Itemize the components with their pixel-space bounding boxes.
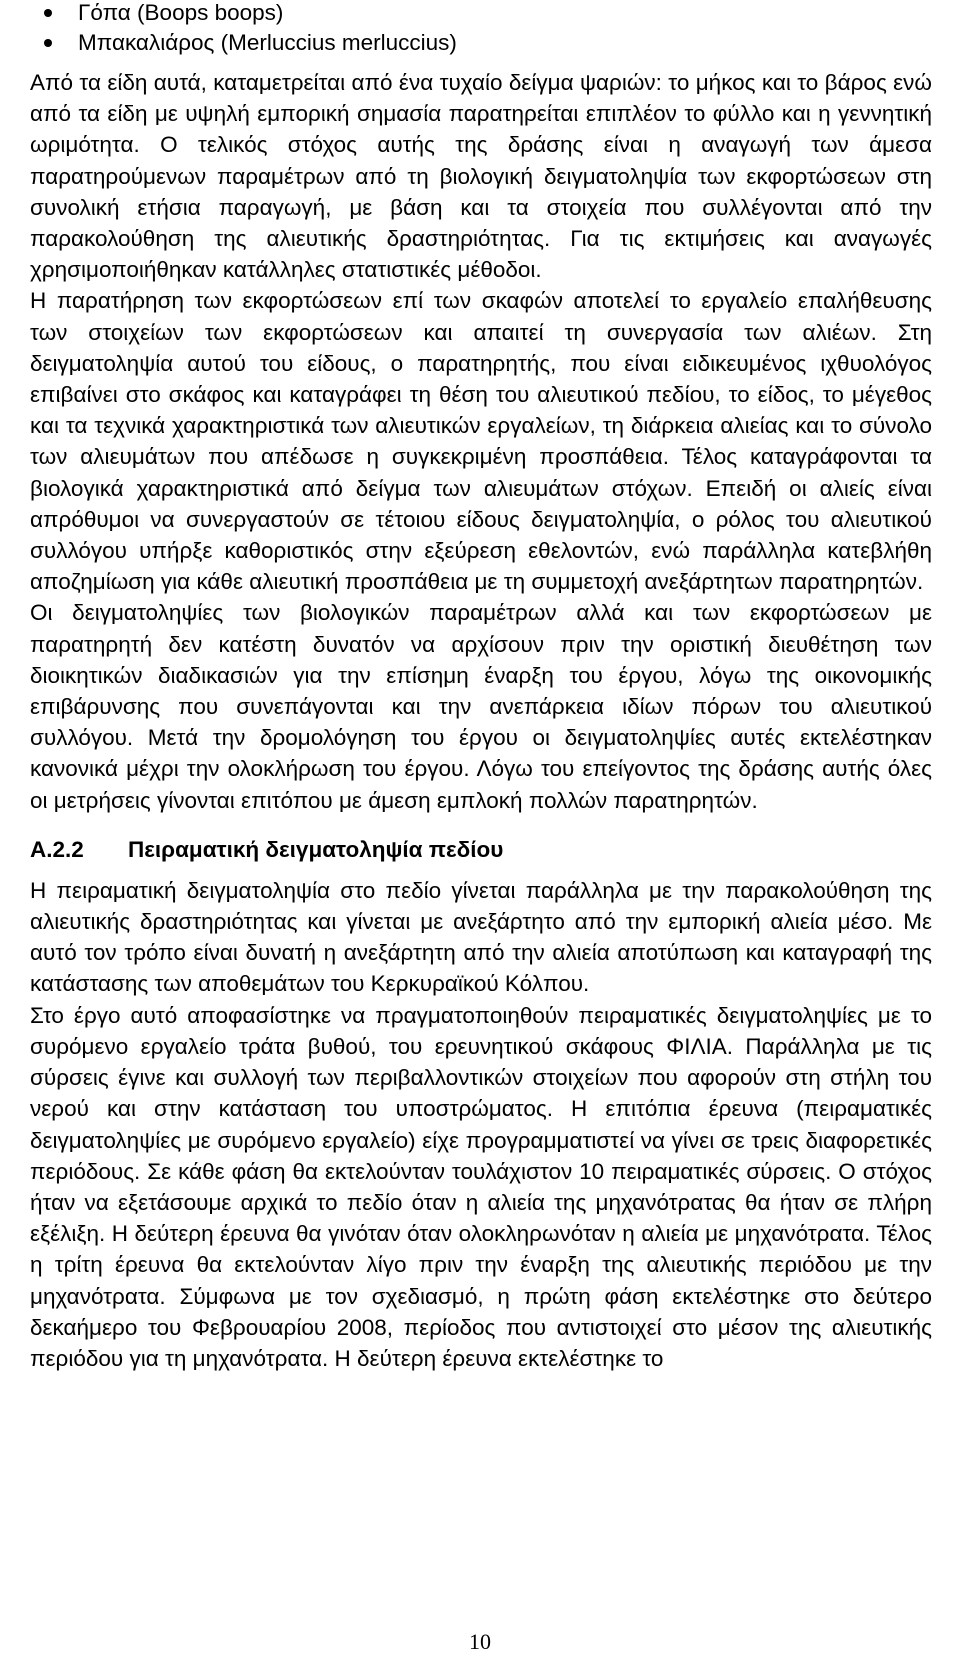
- section-number: Α.2.2: [30, 836, 84, 862]
- section-heading: [30, 834, 932, 865]
- document-page: [30, 0, 932, 1374]
- bullet-text: Γόπα (Boops boops): [78, 0, 284, 25]
- bullet-dot-icon: [44, 9, 52, 17]
- page-number: 10: [469, 1629, 491, 1654]
- bullet-item: [30, 0, 932, 28]
- species-bullet-list: [30, 0, 932, 58]
- bullet-item: [30, 28, 932, 58]
- paragraph: Στο έργο αυτό αποφασίστηκε να πραγματοποιηθούν πειραματικές δειγματοληψίες με το συρόμενο εργαλείο τράτα βυθού, του ερευνητικού σκάφους ΦΙΛΙΑ. Παράλληλα με τις σύρσεις έγινε και συλλογή των περιβαλλοντικών στοιχείων που αφορούν στη στήλη του νερού και στην κατάσταση του υποστρώματος. Η επιτόπια έρευνα (πειραματικές δειγματοληψίες με συρόμενο εργαλείο) είχε προγραμματιστεί να γίνει σε τρεις διαφορετικές περιόδους. Σε κάθε φάση θα εκτελούνταν τουλάχιστον 10 πειραματικές σύρσεις. Ο στόχος ήταν να εξετάσουμε αρχικά το πεδίο όταν η αλιεία της μηχανότρατας θα ήταν σε πλήρη εξέλιξη. Η δεύτερη έρευνα θα γινόταν όταν ολοκληρωνόταν η αλιεία με μηχανότρατα. Τέλος η τρίτη έρευνα θα εκτελούνταν λίγο πριν την έναρξη της αλιευτικής περιόδου με την μηχανότρατα. Σύμφωνα με τον σχεδιασμό, η πρώτη φάση εκτελέστηκε στο δεύτερο δεκαήμερο του Φεβρουαρίου 2008, περίοδος που αντιστοιχεί στο μέσον της αλιευτικής περιόδου για τη μηχανότρατα. Η δεύτερη έρευνα εκτελέστηκε το: [30, 1002, 932, 1371]
- paragraph: Η παρατήρηση των εκφορτώσεων επί των σκαφών αποτελεί το εργαλείο επαλήθευσης των στοιχείων των εκφορτώσεων και απαιτεί τη συνεργασία των αλιέων. Στη δειγματοληψία αυτού του είδους, ο παρατηρητής, που είναι ειδικευμένος ιχθυολόγος επιβαίνει στο σκάφος και καταγράφει τη θέση του αλιευτικού πεδίου, το είδος, το μέγεθος και τα τεχνικά χαρακτηριστικά των αλιευτικών εργαλείων, τη διάρκεια αλιείας και το σύνολο των αλιευμάτων που απέδωσε η συγκεκριμένη προσπάθεια. Τέλος καταγράφονται τα βιολογικά χαρακτηριστικά από δείγμα των αλιευμάτων στόχων. Επειδή οι αλιείς είναι απρόθυμοι να συνεργαστούν σε τέτοιου είδους δειγματοληψία, ο ρόλος του αλιευτικού συλλόγου υπήρξε καθοριστικός στην εξεύρεση εθελοντών, ενώ παράλληλα κατεβλήθη αποζημίωση για κάθε αλιευτική προσπάθεια με τη συμμετοχή ανεξάρτητων παρατηρητών.: [30, 288, 932, 595]
- paragraph: Από τα είδη αυτά, καταμετρείται από ένα τυχαίο δείγμα ψαριών: το μήκος και το βάρος ενώ από τα είδη με υψηλή εμπορική σημασία παρατηρείται επιπλέον το φύλλο και η γεννητική ωριμότητα. Ο τελικός στόχος αυτής της δράσης είναι η αναγωγή των άμεσα παρατηρούμενων παραμέτρων από τη βιολογική δειγματοληψία των εκφορτώσεων στη συνολική ετήσια παραγωγή, με βάση και τα στοιχεία που συλλέγονται από την παρακολούθηση της αλιευτικής δραστηριότητας. Για τις εκτιμήσεις και αναγωγές χρησιμοποιήθηκαν κατάλληλες στατιστικές μέθοδοι.: [30, 70, 932, 283]
- bullet-dot-icon: [44, 39, 52, 47]
- section-title: Πειραματική δειγματοληψία πεδίου: [128, 836, 504, 862]
- bullet-text: Μπακαλιάρος (Merluccius merluccius): [78, 30, 457, 55]
- paragraph: Η πειραματική δειγματοληψία στο πεδίο γίνεται παράλληλα με την παρακολούθηση της αλιευτικής δραστηριότητας και γίνεται με ανεξάρτητο από την εμπορική αλιεία μέσο. Με αυτό τον τρόπο είναι δυνατή η ανεξάρτητη από την αλιεία αποτύπωση και καταγραφή της κατάστασης των αποθεμάτων του Κερκυραϊκού Κόλπου.: [30, 877, 932, 997]
- paragraph: Οι δειγματοληψίες των βιολογικών παραμέτρων αλλά και των εκφορτώσεων με παρατηρητή δεν κατέστη δυνατόν να αρχίσουν πριν την οριστική διευθέτηση των διοικητικών διαδικασιών για την επίσημη έναρξη του έργου, λόγω της οικονομικής επιβάρυνσης που συνεπάγονται και την ανεπάρκεια ιδίων πόρων του αλιευτικού συλλόγου. Μετά την δρομολόγηση του έργου οι δειγματοληψίες αυτές εκτελέστηκαν κανονικά μέχρι την ολοκλήρωση του έργου. Λόγω του επείγοντος της δράσης αυτής όλες οι μετρήσεις γίνονται επιτόπου με άμεση εμπλοκή πολλών παρατηρητών.: [30, 600, 932, 813]
